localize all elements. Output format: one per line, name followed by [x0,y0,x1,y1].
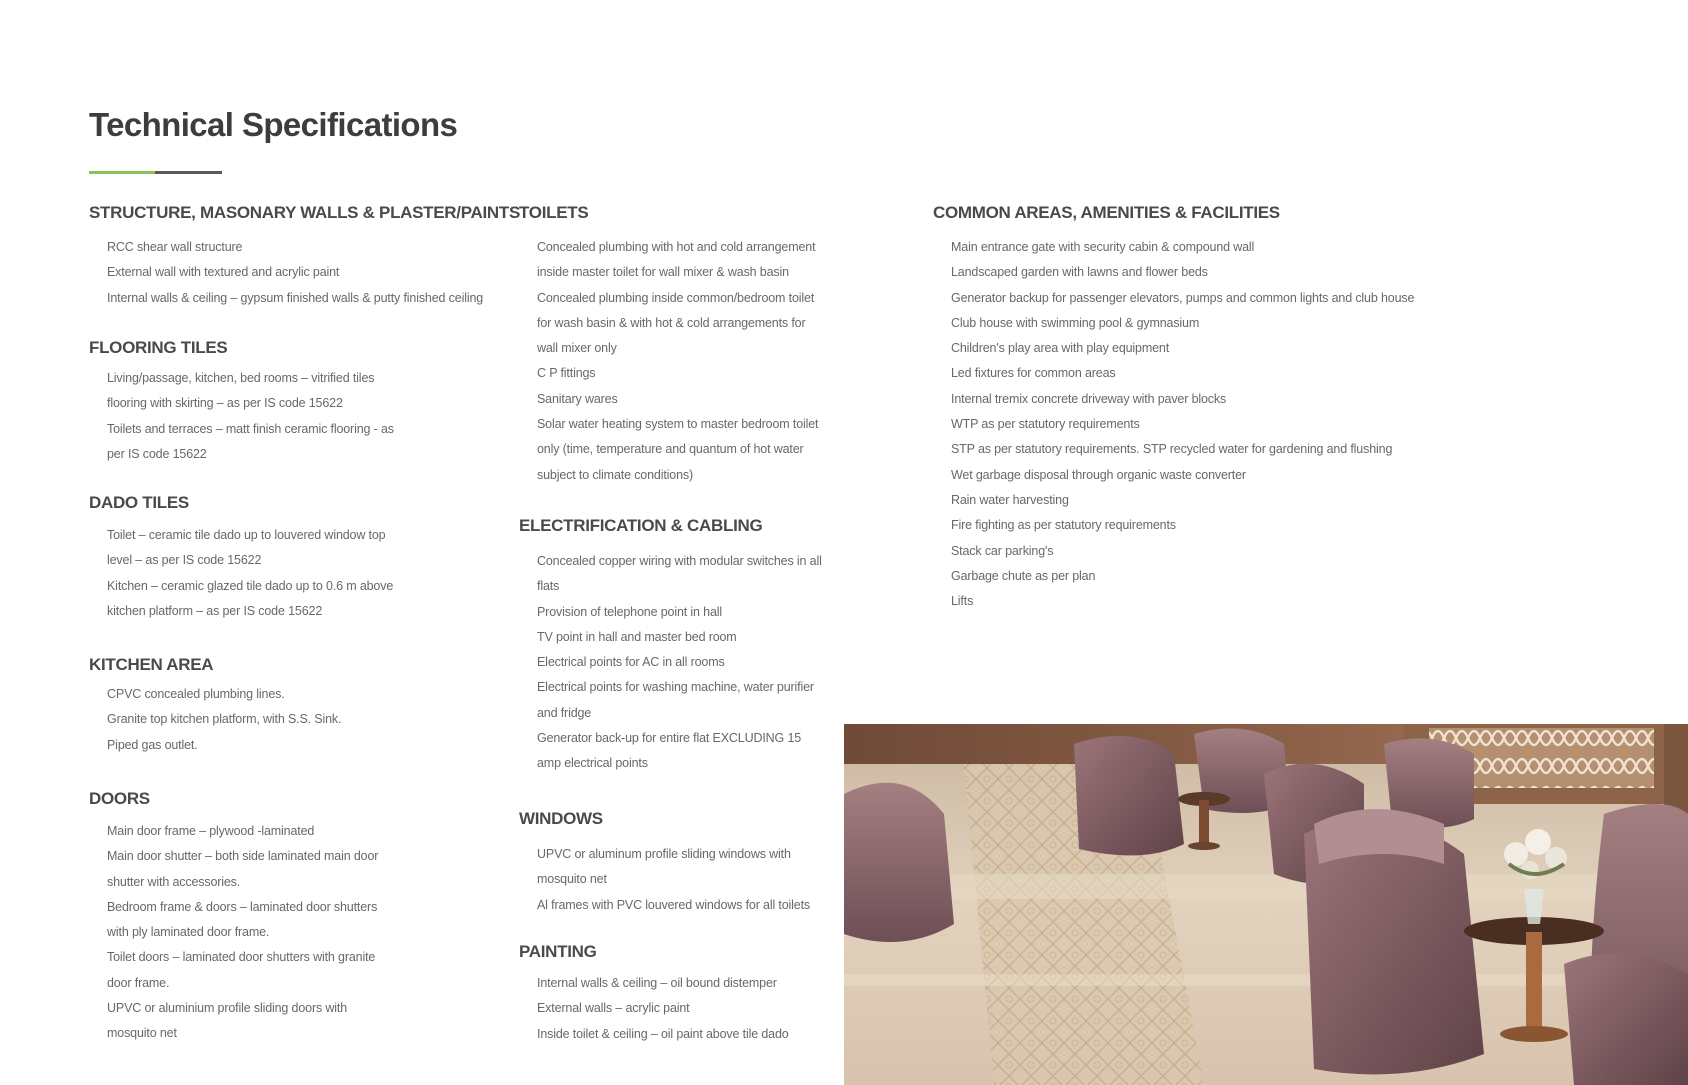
spec-item: Led fixtures for common areas [951,366,1116,381]
spec-item: Main door shutter – both side laminated main door shutter with accessories. [107,849,379,889]
spec-item: UPVC or aluminum profile sliding windows with mosquito net [537,847,791,887]
underline-green-segment [89,171,155,174]
section-electrification [519,515,827,777]
spec-item: Granite top kitchen platform, with S.S. Sink. [107,712,342,727]
spec-item: WTP as per statutory requirements [951,417,1140,432]
section-heading: WINDOWS [519,809,603,828]
spec-item: Toilet – ceramic tile dado up to louvered window top level – as per IS code 15622 [107,528,386,568]
spec-item: Sanitary wares [537,391,618,406]
spec-item: External wall with textured and acrylic paint [107,265,340,280]
spec-list [519,549,827,777]
spec-item: Main entrance gate with security cabin & compound wall [951,240,1255,254]
section-toilets [519,202,827,488]
spec-list [89,235,527,311]
spec-item: UPVC or aluminium profile sliding doors with mosquito net [107,1001,348,1041]
spec-list [933,235,1471,614]
spec-item: Solar water heating system to master bedroom toilet only (time, temperature and quantum of hot water subject to climate conditions) [537,417,819,482]
spec-item: Toilets and terraces – matt finish ceramic flooring - as per IS code 15622 [107,421,394,461]
section-heading: TOILETS [519,203,589,222]
spec-item: Fire fighting as per statutory requirements [951,518,1176,533]
spec-item: TV point in hall and master bed room [537,629,737,644]
spec-list [519,971,827,1047]
spec-list [89,682,397,758]
spec-item: Kitchen – ceramic glazed tile dado up to 0.6 m above kitchen platform – as per IS code 15622 [107,578,394,618]
spec-item: Lifts [951,594,974,609]
spec-item: Piped gas outlet. [107,737,198,752]
spec-item: Stack car parking's [951,543,1054,558]
section-heading: FLOORING TILES [89,338,228,357]
spec-item: Electrical points for washing machine, water purifier and fridge [537,680,814,720]
spec-item: Electrical points for AC in all rooms [537,655,725,670]
spec-list [89,523,397,624]
spec-item: Concealed copper wiring with modular switches in all flats [537,554,822,594]
spec-list [519,842,827,918]
spec-item: Concealed plumbing with hot and cold arrangement inside master toilet for wall mixer & wash basin [537,240,816,280]
spec-item: RCC shear wall structure [107,240,243,254]
section-structure [89,202,527,311]
spec-item: Internal walls & ceiling – oil bound distemper [537,976,777,990]
spec-item: Bedroom frame & doors – laminated door shutters with ply laminated door frame. [107,899,378,940]
spec-item: Provision of telephone point in hall [537,604,723,619]
section-heading: KITCHEN AREA [89,655,214,674]
section-dado [89,492,397,624]
spec-list [89,819,397,1047]
spec-item: External walls – acrylic paint [537,1001,690,1016]
spec-item: Living/passage, kitchen, bed rooms – vitrified tiles flooring with skirting – as per IS code 15622 [107,371,375,411]
section-common-areas [933,202,1471,614]
spec-item: CPVC concealed plumbing lines. [107,687,285,701]
spec-item: Rain water harvesting [951,492,1069,507]
spec-item: Children's play area with play equipment [951,341,1170,356]
spec-item: STP as per statutory requirements. STP recycled water for gardening and flushing [951,442,1393,457]
section-windows [519,808,827,918]
section-flooring [89,337,397,467]
spec-list [519,235,827,488]
section-heading: DOORS [89,789,150,808]
spec-item: Club house with swimming pool & gymnasium [951,315,1200,330]
spec-item: Garbage chute as per plan [951,568,1096,583]
section-heading: COMMON AREAS, AMENITIES & FACILITIES [933,203,1280,222]
spec-item: Generator back-up for entire flat EXCLUDING 15 amp electrical points [537,731,802,771]
section-heading: ELECTRIFICATION & CABLING [519,516,763,535]
lounge-illustration [844,724,1688,1085]
page-title: Technical Specifications [89,106,458,143]
spec-item: Toilet doors – laminated door shutters with granite door frame. [107,950,376,990]
section-painting [519,941,827,1047]
section-heading: DADO TILES [89,493,189,512]
spec-item: Main door frame – plywood -laminated [107,824,315,838]
section-heading: STRUCTURE, MASONARY WALLS & PLASTER/PAINTS [89,203,520,222]
section-doors [89,788,397,1047]
lounge-photo [844,724,1688,1085]
spec-item: Concealed plumbing inside common/bedroom toilet for wash basin & with hot & cold arrangements for wall mixer only [537,290,815,356]
spec-list [89,366,397,467]
spec-item: Inside toilet & ceiling – oil paint above tile dado [537,1026,789,1041]
section-heading: PAINTING [519,942,597,961]
spec-item: Al frames with PVC louvered windows for all toilets [537,897,811,912]
title-underline [89,171,222,174]
spec-item: Internal walls & ceiling – gypsum finished walls & putty finished ceiling [107,290,484,305]
underline-gray-segment [155,171,222,174]
spec-item: Internal tremix concrete driveway with paver blocks [951,391,1227,406]
spec-item: Generator backup for passenger elevators, pumps and common lights and club house [951,290,1415,305]
spec-item: Wet garbage disposal through organic waste converter [951,467,1246,482]
spec-item: Landscaped garden with lawns and flower beds [951,265,1208,280]
spec-item: C P fittings [537,366,596,381]
section-kitchen [89,654,397,758]
